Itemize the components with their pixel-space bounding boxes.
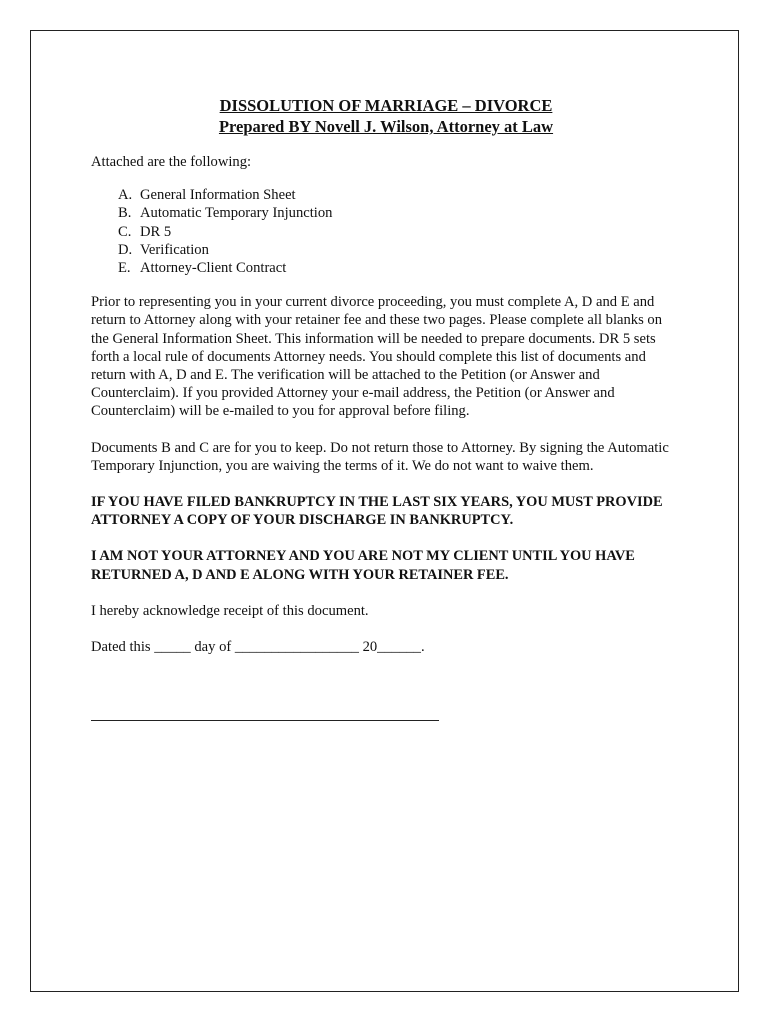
instructions-paragraph: Prior to representing you in your current divorce proceeding, you must complete A, D and E and return to Attorney along with your retainer fee and these two pages. Please complete all blanks on the General Information Sheet. This information will be needed to prepare documents. DR 5 sets forth a local rule of documents Attorney needs. You should complete this list of documents and return with A, D and E. The verification will be attached to the Petition (or Answer and Counterclaim). If you provided Attorney your e-mail address, the Petition (or Answer and Counterclaim) will be e-mailed to you for approval before filing.	[91, 294, 663, 420]
list-item-text: Automatic Temporary Injunction	[140, 205, 333, 222]
acknowledgement-text: I hereby acknowledge receipt of this document.	[91, 602, 369, 619]
signature-line	[91, 720, 439, 721]
list-item	[118, 186, 681, 204]
dated-line: Dated this _____ day of _________________ 20______.	[91, 639, 425, 656]
keep-documents-paragraph: Documents B and C are for you to keep. Do not return those to Attorney. By signing the Automatic Temporary Injunction, you are waiving the terms of it. We do not want to waive them.	[91, 439, 669, 474]
bankruptcy-notice: IF YOU HAVE FILED BANKRUPTCY IN THE LAST SIX YEARS, YOU MUST PROVIDE ATTORNEY A COPY OF YOUR DISCHARGE IN BANKRUPTCY.	[91, 494, 663, 529]
list-item-text: Attorney-Client Contract	[140, 260, 287, 277]
document-body	[91, 95, 681, 656]
list-item-letter: C.	[118, 223, 132, 240]
document-title: DISSOLUTION OF MARRIAGE – DIVORCE	[219, 96, 553, 115]
list-item	[118, 223, 681, 241]
list-item-text: Verification	[140, 241, 209, 258]
title-block	[91, 95, 681, 137]
list-item	[118, 259, 681, 277]
document-subtitle: Prepared BY Novell J. Wilson, Attorney at Law	[218, 117, 554, 136]
list-item	[118, 204, 681, 222]
list-item	[118, 241, 681, 259]
list-item-letter: E.	[118, 260, 131, 277]
list-item-text: General Information Sheet	[140, 187, 296, 204]
list-item-text: DR 5	[140, 223, 172, 240]
list-item-letter: A.	[118, 187, 133, 204]
list-item-letter: D.	[118, 241, 133, 258]
client-notice: I AM NOT YOUR ATTORNEY AND YOU ARE NOT MY CLIENT UNTIL YOU HAVE RETURNED A, D AND E ALONG WITH YOUR RETAINER FEE.	[91, 548, 635, 583]
list-item-letter: B.	[118, 205, 132, 222]
attachment-list	[91, 186, 681, 277]
intro-text: Attached are the following:	[91, 154, 252, 170]
